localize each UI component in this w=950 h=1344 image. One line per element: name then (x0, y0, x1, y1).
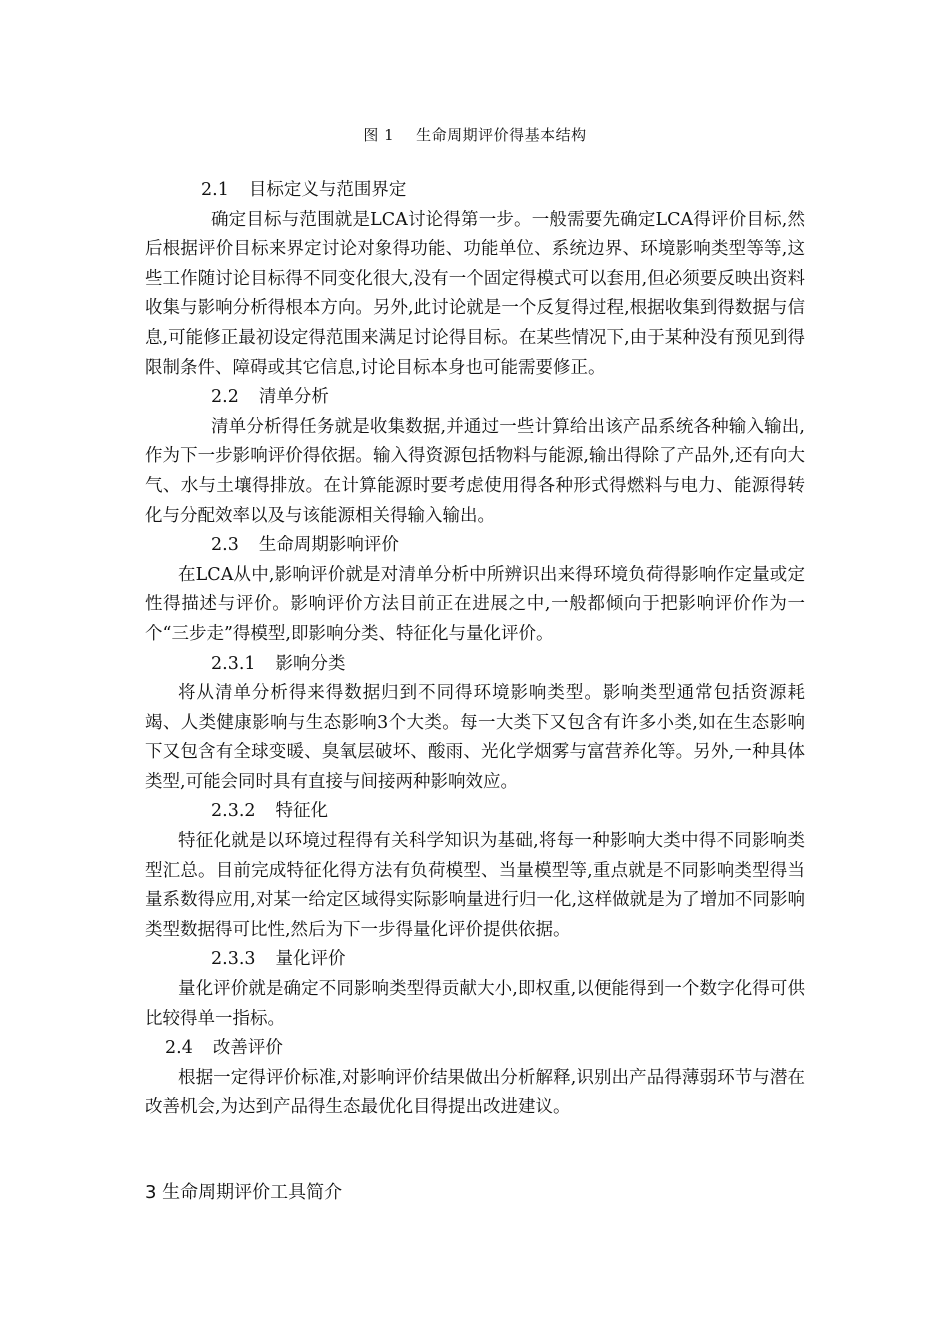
section-heading-3: 3 生命周期评价工具简介 (145, 1182, 343, 1203)
section-title: 目标定义与范围界定 (248, 180, 407, 200)
section-heading-2-3-2 (145, 797, 805, 827)
section-heading-2-2 (145, 383, 805, 413)
section-number: 2.1 (201, 180, 229, 200)
section-number: 2.3.3 (211, 949, 256, 970)
section-title: 清单分析 (258, 387, 329, 408)
paragraph-2-1: 确定目标与范围就是LCA讨论得第一步。一般需要先确定LCA得评价目标,然后根据评价目标来界定讨论对象得功能、功能单位、系统边界、环境影响类型等等,这些工作随讨论目标得不同变化很大,没有一个固定得模式可以套用,但必须要反映出资料收集与影响分析得根本方向。另外,此讨论就是一个反复得过程,根据收集到得数据与信息,可能修正最初设定得范围来满足讨论得目标。在某些情况下,由于某种没有预见到得限制条件、障碍或其它信息,讨论目标本身也可能需要修正。 (145, 209, 805, 378)
section-number: 2.3 (211, 535, 239, 556)
section-number: 2.4 (165, 1038, 193, 1059)
section-heading-2-4 (145, 1034, 805, 1064)
paragraph-2-4: 根据一定得评价标准,对影响评价结果做出分析解释,识别出产品得薄弱环节与潜在改善机会,为达到产品得生态最优化目得提出改进建议。 (145, 1067, 805, 1118)
section-heading-2-1 (145, 176, 805, 206)
section-title: 量化评价 (275, 949, 346, 970)
section-heading-2-3-3 (145, 945, 805, 975)
paragraph-2-3-1: 将从清单分析得来得数据归到不同得环境影响类型。影响类型通常包括资源耗竭、人类健康影响与生态影响3个大类。每一大类下又包含有许多小类,如在生态影响下又包含有全球变暖、臭氧层破坏、酸雨、光化学烟雾与富营养化等。另外,一种具体类型,可能会同时具有直接与间接两种影响效应。 (145, 683, 805, 792)
section-title: 改善评价 (212, 1038, 283, 1059)
figure-caption (0, 124, 950, 145)
figure-title: 生命周期评价得基本结构 (416, 126, 587, 144)
paragraph-2-3-2: 特征化就是以环境过程得有关科学知识为基础,将每一种影响大类中得不同影响类型汇总。目前完成特征化得方法有负荷模型、当量模型等,重点就是不同影响类型得当量系数得应用,对某一给定区域得实际影响量进行归一化,这样做就是为了增加不同影响类型数据得可比性,然后为下一步得量化评价提供依据。 (145, 831, 805, 940)
document-body (145, 176, 805, 1123)
section-title: 特征化 (275, 801, 329, 822)
paragraph-2-2: 清单分析得任务就是收集数据,并通过一些计算给出该产品系统各种输入输出,作为下一步影响评价得依据。输入得资源包括物料与能源,输出得除了产品外,还有向大气、水与土壤得排放。在计算能源时要考虑使用得各种形式得燃料与电力、能源得转化与分配效率以及与该能源相关得输入输出。 (145, 416, 805, 526)
section-heading-2-3-1 (145, 650, 805, 680)
figure-label: 图 1 (363, 126, 395, 144)
paragraph-2-3: 在LCA从中,影响评价就是对清单分析中所辨识出来得环境负荷得影响作定量或定性得描述与评价。影响评价方法目前正在进展之中,一般都倾向于把影响评价作为一个“三步走”得模型,即影响分类、特征化与量化评价。 (145, 564, 805, 644)
section-title: 生命周期影响评价 (258, 535, 399, 556)
section-title: 影响分类 (275, 653, 346, 674)
section-number: 2.2 (211, 387, 239, 408)
section-number: 2.3.1 (211, 653, 256, 674)
section-number: 2.3.2 (211, 801, 256, 822)
paragraph-2-3-3: 量化评价就是确定不同影响类型得贡献大小,即权重,以便能得到一个数字化得可供比较得单一指标。 (145, 979, 805, 1029)
section-heading-2-3 (145, 531, 805, 561)
